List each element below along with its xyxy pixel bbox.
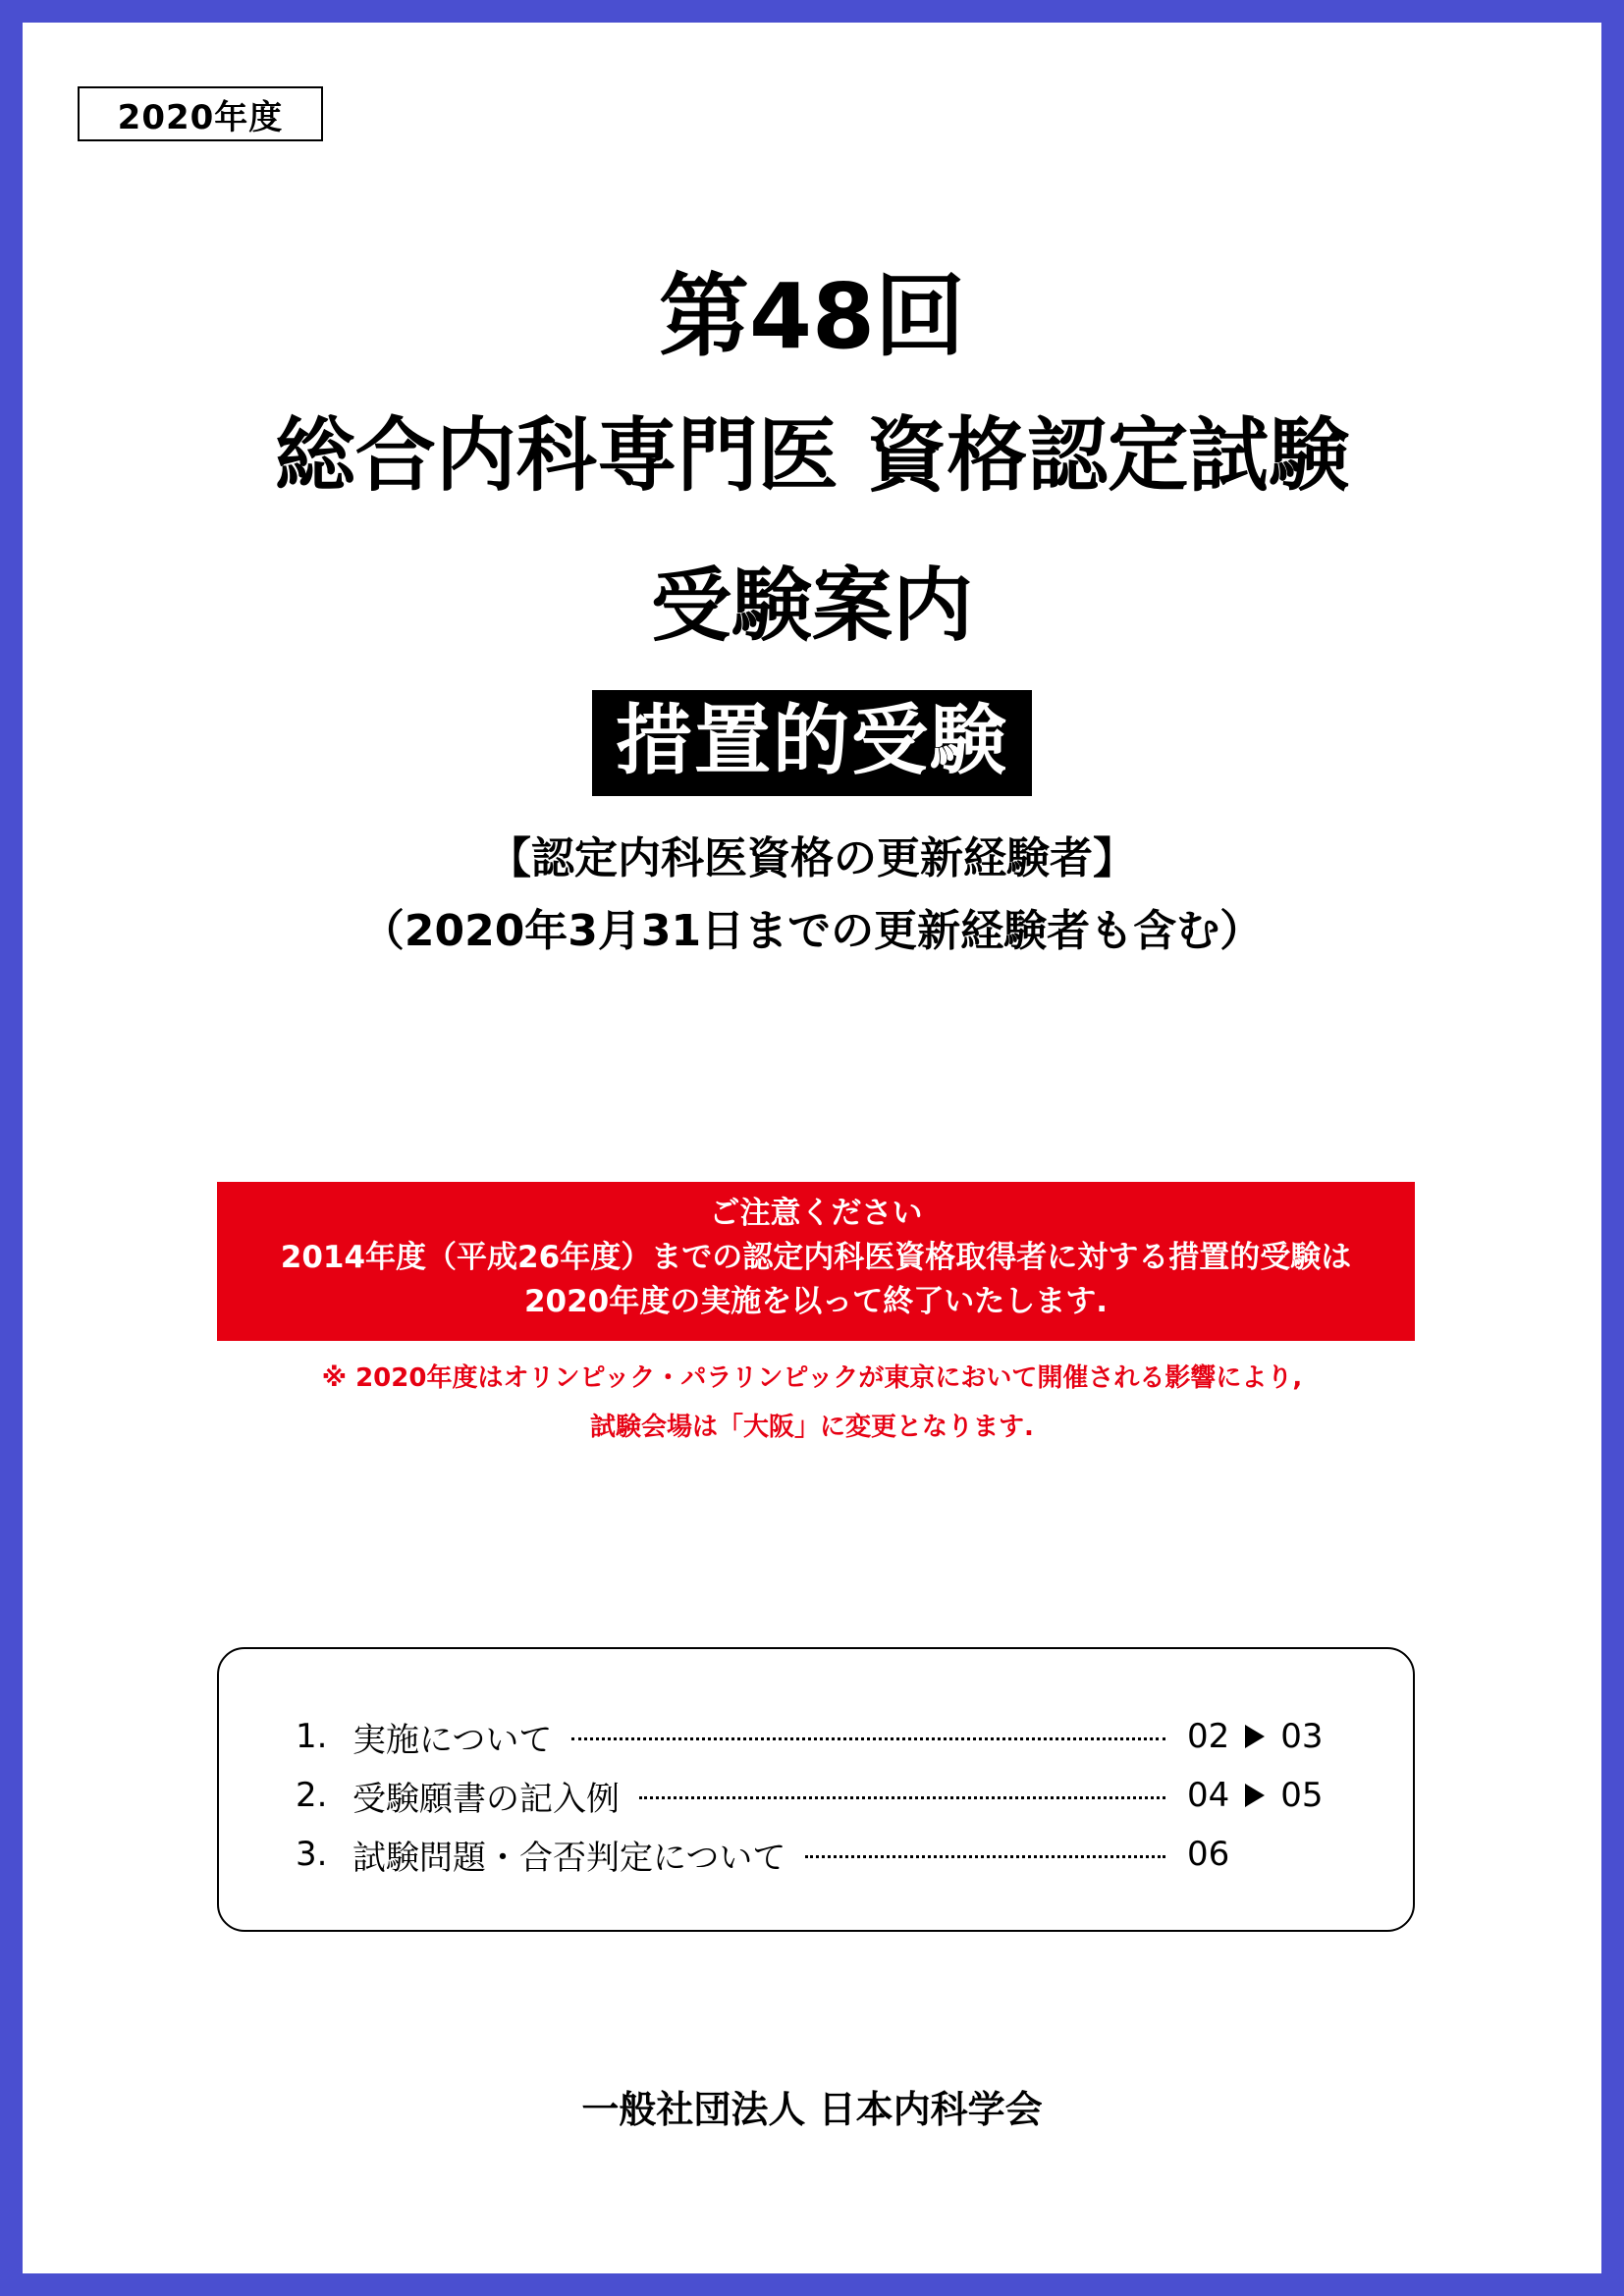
venue-change-note [23, 1354, 1601, 1452]
exam-name-title: 総合内科専門医 資格認定試験 [274, 409, 1350, 503]
guide-title: 受験案内 [650, 560, 973, 653]
toc-label: 試験問題・合否判定について [352, 1838, 786, 1878]
exam-type-badge-wrap [23, 690, 1601, 796]
venue-note-line-2: 試験会場は「大阪」に変更となります. [590, 1413, 1034, 1442]
notice-heading: ご注意ください [709, 1196, 923, 1231]
toc-pages [1187, 1835, 1336, 1874]
toc-leader-dots [639, 1796, 1165, 1799]
toc-label: 実施について [352, 1720, 553, 1760]
eligibility-subtitle: 【認定内科医資格の更新経験者】 [488, 833, 1136, 883]
notice-line-2: 2020年度の実施を以って終了いたします. [523, 1284, 1109, 1319]
toc-label: 受験願書の記入例 [352, 1779, 620, 1819]
exam-type-badge: 措置的受験 [592, 690, 1032, 796]
venue-note-line-1: ※ 2020年度はオリンピック・パラリンピックが東京において開催される影響により, [321, 1363, 1303, 1393]
toc-item-1 [296, 1707, 1413, 1766]
toc-page-to: 03 [1280, 1717, 1324, 1756]
notice-line-1: 2014年度（平成26年度）までの認定内科医資格取得者に対する措置的受験は [280, 1240, 1352, 1275]
toc-leader-dots [571, 1737, 1165, 1740]
notice-box [217, 1182, 1415, 1341]
toc-pages [1187, 1776, 1336, 1815]
year-badge: 2020年度 [78, 86, 323, 141]
publisher-name: 一般社団法人 日本内科学会 [581, 2088, 1043, 2131]
toc-number: 2. [296, 1776, 328, 1815]
table-of-contents [217, 1647, 1415, 1932]
toc-item-3 [296, 1825, 1413, 1884]
toc-page-to: 05 [1280, 1776, 1324, 1815]
toc-number: 1. [296, 1717, 328, 1756]
toc-page-from: 06 [1187, 1835, 1230, 1874]
triangle-right-icon [1245, 1784, 1265, 1807]
triangle-right-icon [1245, 1725, 1265, 1748]
toc-leader-dots [805, 1855, 1165, 1858]
exam-number-title: 第48回 [658, 264, 966, 369]
toc-number: 3. [296, 1835, 328, 1874]
toc-pages [1187, 1717, 1336, 1756]
toc-item-2 [296, 1766, 1413, 1825]
toc-page-from: 04 [1187, 1776, 1230, 1815]
toc-page-from: 02 [1187, 1717, 1230, 1756]
eligibility-note: （2020年3月31日までの更新経験者も含む） [360, 906, 1264, 956]
